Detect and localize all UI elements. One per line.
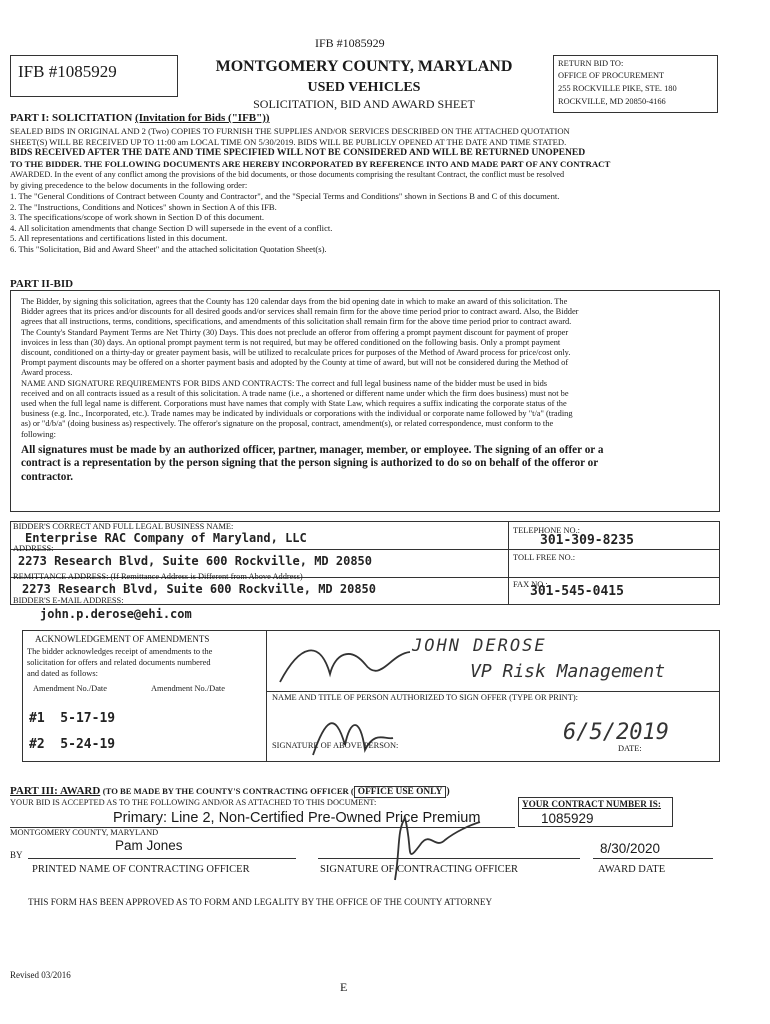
page-letter: E — [340, 980, 348, 994]
remittance-label: REMITTANCE ADDRESS: (If Remittance Address is Different from Above Address) — [13, 572, 303, 581]
accept-text: YOUR BID IS ACCEPTED AS TO THE FOLLOWING AND/OR AS ATTACHED TO THIS DOCUMENT: — [10, 798, 377, 807]
part1-line: AWARDED. In the event of any conflict among the provisions of the bid documents, or those documents comprising the resultant Contract, the conflict must be resolved — [10, 169, 565, 179]
typed-signer-title[interactable]: VP Risk Management — [470, 661, 666, 682]
amendments-text: and dated as follows: — [27, 669, 98, 678]
return-bid-box — [553, 55, 718, 113]
contract-number[interactable]: 1085929 — [541, 811, 594, 826]
ifb-number-box — [10, 55, 178, 97]
signature-notice-line: contractor. — [21, 471, 74, 484]
precedence-item: 5. All representations and certifications listed in this document. — [10, 233, 228, 244]
typed-signer-name[interactable]: JOHN DEROSE — [412, 636, 547, 656]
bid-terms-line: The Bidder, by signing this solicitation, agrees that the County has 120 calendar days from the bid opening date in which to make an award of this solicitation. The — [21, 297, 568, 306]
date-label: DATE: — [618, 744, 642, 753]
bid-terms-line: Award process. — [21, 368, 73, 378]
email-field[interactable]: john.p.derose@ehi.com — [40, 607, 192, 621]
part1-line-bold: BIDS RECEIVED AFTER THE DATE AND TIME SPECIFIED WILL NOT BE CONSIDERED AND WILL BE RETURNED UNOPENED — [10, 147, 586, 159]
remittance-field[interactable]: 2273 Research Blvd, Suite 600 Rockville, MD 20850 — [22, 582, 377, 596]
fax-label: FAX NO.: — [513, 580, 548, 589]
row-divider — [508, 577, 720, 578]
name-requirements-line: NAME AND SIGNATURE REQUIREMENTS FOR BIDS AND CONTRACTS: The correct and full legal business name of the bidder must be used in bids — [21, 378, 548, 388]
name-requirements-line: used when the full legal name is different. Corporations must have names that comply with State Law, which requires a suffix indicating the corporate status of the — [21, 399, 567, 409]
telephone-label: TELEPHONE NO.: — [513, 526, 580, 535]
award-date-label: AWARD DATE — [598, 864, 666, 875]
part2-box — [10, 290, 720, 512]
bid-terms-line: Bidder agrees that its prices and/or discounts for all desired goods and/or services shall remain firm for the above time period prior to contract award. Also, the Bidder — [21, 307, 579, 317]
part1-line: SHEET(S) WILL BE RECEIVED UP TO 11:00 am LOCAL TIME ON 5/30/2019. BIDS WILL BE PUBLICLY OPENED AT THE DATE AND TIME STATED. — [10, 136, 567, 147]
amendment-col-header: Amendment No./Date — [151, 684, 225, 693]
signature-label: SIGNATURE OF ABOVE PERSON: — [272, 741, 399, 750]
amendments-text: The bidder acknowledges receipt of amendments to the — [27, 647, 213, 656]
amendment-col-header: Amendment No./Date — [33, 684, 107, 693]
signature-notice-line: All signatures must be made by an authorized officer, partner, manager, member, or employee. The signing of an offer or a — [21, 443, 604, 456]
return-line: RETURN BID TO: — [558, 59, 624, 68]
return-line: ROCKVILLE, MD 20850-4166 — [558, 97, 666, 106]
email-label: BIDDER'S E-MAIL ADDRESS: — [13, 596, 124, 605]
return-line: OFFICE OF PROCUREMENT — [558, 71, 665, 80]
revised-date: Revised 03/2016 — [10, 970, 71, 980]
sheet-title: SOLICITATION, BID AND AWARD SHEET — [253, 97, 475, 111]
bidder-signature-upper — [270, 634, 420, 690]
bid-terms-line: discount, conditioned on a thirty-day or greater payment basis, will be utilized to recalculate prices for purposes of the Method of Award process for price/cost only. — [21, 348, 571, 358]
bid-terms-line: agrees that all instructions, terms, conditions, specifications, and amendments of this solicitation shall remain firm for the above time period prior to contract award. — [21, 317, 572, 327]
by-label: BY — [10, 850, 23, 860]
part2-heading: PART II-BID — [10, 278, 74, 290]
part2-text — [21, 297, 713, 485]
precedence-item: 2. The "Instructions, Conditions and Notices" shown in Section A of this IFB. — [10, 201, 277, 212]
office-use-badge: OFFICE USE ONLY — [354, 786, 447, 798]
address-label: ADDRESS: — [13, 544, 54, 553]
award-item[interactable]: Primary: Line 2, Non-Certified Pre-Owned Price Premium — [113, 810, 481, 826]
amendments-text: solicitation for offers and related documents numbered — [27, 658, 211, 667]
toll-free-label: TOLL FREE NO.: — [513, 553, 576, 562]
bid-terms-line: invoices in less than (30) days. An optional prompt payment term is not required, but may be offered conditioned on the following basis. Only a prompt payment — [21, 337, 561, 347]
printed-name-label: PRINTED NAME OF CONTRACTING OFFICER — [32, 864, 250, 875]
amendment-entry[interactable]: #1 5-17-19 — [29, 711, 116, 726]
business-name-field[interactable]: Enterprise RAC Company of Maryland, LLC — [25, 531, 307, 545]
officer-name-line — [28, 858, 296, 859]
part3-heading: PART III: AWARD (TO BE MADE BY THE COUNTY'S CONTRACTING OFFICER ( OFFICE USE ONLY ) — [10, 785, 450, 797]
name-requirements-line: business (e.g. Inc., Incorporated, etc.). Trade names may be indicated by individuals or corporations with the individual or corporate name followed by "t/a" (trading — [21, 409, 573, 419]
contracting-officer-name[interactable]: Pam Jones — [115, 838, 183, 853]
signature-notice — [21, 444, 713, 485]
precedence-item: 3. The specifications/scope of work shown in Section D of this document. — [10, 212, 265, 223]
telephone-field[interactable]: 301-309-8235 — [540, 533, 634, 548]
address-field[interactable]: 2273 Research Blvd, Suite 600 Rockville, MD 20850 — [18, 554, 373, 568]
part1-heading: PART I: SOLICITATION (Invitation for Bids ("IFB")) — [10, 112, 270, 124]
award-date[interactable]: 8/30/2020 — [600, 841, 661, 856]
amendment-entry[interactable]: #2 5-24-19 — [29, 737, 116, 752]
name-title-label: NAME AND TITLE OF PERSON AUTHORIZED TO SIGN OFFER (TYPE OR PRINT): — [272, 693, 578, 702]
part1-text — [10, 126, 720, 255]
amendments-title: ACKNOWLEDGEMENT OF AMENDMENTS — [35, 634, 210, 644]
signature-divider — [267, 691, 720, 692]
row-divider — [10, 549, 720, 550]
fax-field[interactable]: 301-545-0415 — [530, 584, 624, 599]
signature-notice-line: contract is a representation by the person signing that the person signing is authorized to do so on behalf of the offeror or — [21, 457, 599, 470]
contract-number-label: YOUR CONTRACT NUMBER IS: — [522, 799, 661, 809]
precedence-list — [10, 191, 720, 255]
county-label: MONTGOMERY COUNTY, MARYLAND — [10, 828, 159, 837]
county-title: MONTGOMERY COUNTY, MARYLAND — [215, 58, 513, 75]
bid-terms-line: Prompt payment discounts may be offered on a shorter payment basis and adopted by the County at time of award, but will not be considered during the Method of — [21, 358, 569, 368]
bid-terms-line: The County's Standard Payment Terms are Net Thirty (30) Days. This does not preclude an offeror from offering a prompt payment discount for payment of proper — [21, 327, 569, 337]
solicitation-subject: USED VEHICLES — [307, 80, 421, 95]
ifb-number: IFB #1085929 — [18, 62, 117, 81]
name-requirements-line: as) or "d/b/a" (doing business as) respectively. The offeror's signature on the proposal, contract, amendment(s), or related correspondence, must conform to the — [21, 419, 554, 429]
amendments-box — [22, 630, 267, 762]
contract-number-box — [518, 797, 673, 827]
precedence-item: 1. The "General Conditions of Contract between County and Contractor", and the "Special Terms and Conditions" shown in Sections B and C of this document. — [10, 190, 560, 201]
name-requirements-line: received and on all contracts issued as a result of this solicitation. A trade name (i.e., a shortened or different name under which the firm does business) must not be — [21, 388, 569, 398]
precedence-item: 4. All solicitation amendments that change Section D will supersede in the event of a conflict. — [10, 222, 333, 233]
top-solicitation-id: IFB #1085929 — [315, 36, 385, 50]
name-requirements-line: following: — [21, 429, 56, 439]
bidder-divider — [508, 521, 509, 605]
officer-signature-label: SIGNATURE OF CONTRACTING OFFICER — [320, 864, 519, 875]
precedence-item: 6. This "Solicitation, Bid and Award Sheet" and the attached solicitation Quotation Sheet(s). — [10, 243, 327, 254]
business-name-label: BIDDER'S CORRECT AND FULL LEGAL BUSINESS NAME: — [13, 522, 234, 531]
signature-date[interactable]: 6/5/2019 — [563, 720, 669, 745]
award-date-line — [593, 858, 713, 859]
approval-note: THIS FORM HAS BEEN APPROVED AS TO FORM AND LEGALITY BY THE OFFICE OF THE COUNTY ATTORNEY — [28, 897, 493, 907]
return-line: 255 ROCKVILLE PIKE, STE. 180 — [558, 84, 677, 93]
part1-line: by giving precedence to the below documents in the following order: — [10, 180, 248, 191]
part1-line-bold: TO THE BIDDER. THE FOLLOWING DOCUMENTS ARE HEREBY INCORPORATED BY REFERENCE INTO AND MADE PART OF ANY CONTRACT — [10, 159, 611, 170]
part1-line: SEALED BIDS IN ORIGINAL AND 2 (Two) COPIES TO FURNISH THE SUPPLIES AND/OR SERVICES DESCRIBED ON THE ATTACHED QUOTATION — [10, 126, 570, 136]
